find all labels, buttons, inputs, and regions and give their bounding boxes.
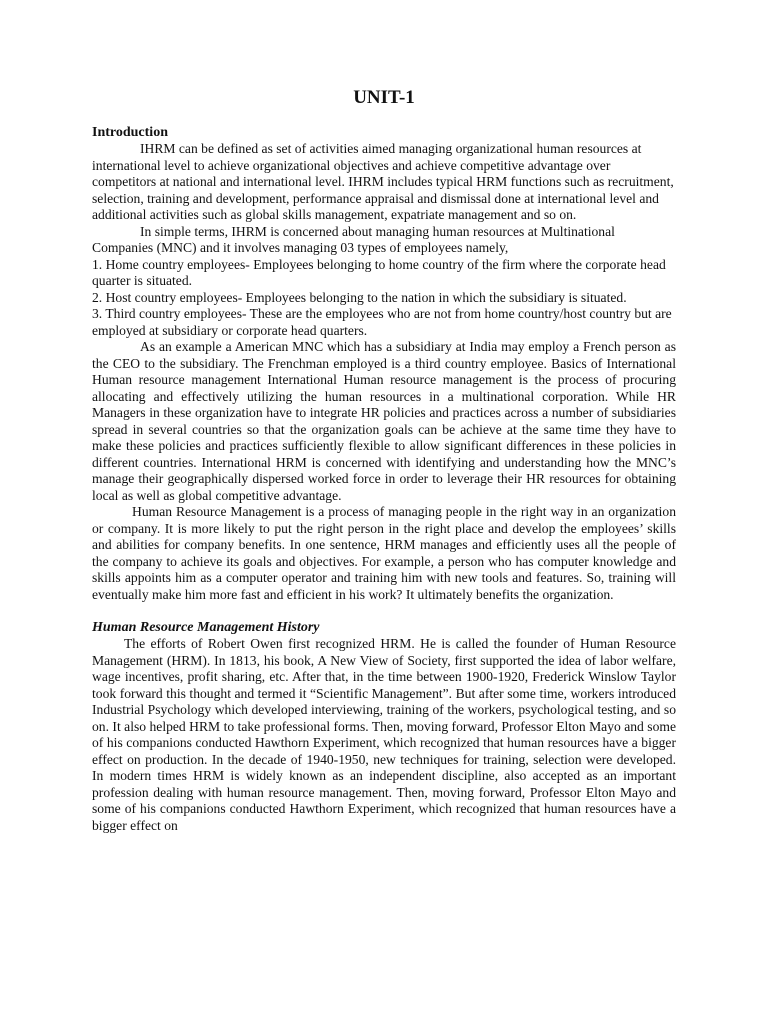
page-title: UNIT-1	[353, 87, 415, 108]
intro-paragraph-2: In simple terms, IHRM is concerned about managing human resources at Multinational Companies (MNC) and it involves managing 03 types of employees namely,	[92, 223, 615, 255]
employee-type-item: 2. Host country employees- Employees belonging to the nation in which the subsidiary is situated.	[92, 289, 627, 305]
employee-type-item: 1. Home country employees- Employees belonging to home country of the firm where the corporate head quarter is situated.	[92, 256, 666, 288]
document-page	[92, 86, 676, 834]
history-paragraph-1: The efforts of Robert Owen first recognized HRM. He is called the founder of Human Resource Management (HRM). In 1813, his book, A New View of Society, first supported the idea of labor welfare, wage incentives, profit sharing, etc. After that, in the time between 1900-1920, Frederick Winslow Taylor took forward this thought and termed it “Scientific Management”. But after some time, workers introduced Industrial Psychology which developed interviewing, training of the workers, psychological testing, and so on. It also helped HRM to take professional forms. Then, moving forward, Professor Elton Mayo and some of his companions conducted Hawthorn Experiment, which recognized that human resources have a bigger effect on production. In the decade of 1940-1950, new techniques for training, selection were developed. In modern times HRM is widely known as an independent discipline, also accepted as an important profession dealing with human resource management. Then, moving forward, Professor Elton Mayo and some of his companions conducted Hawthorn Experiment, which recognized that human resources have a bigger effect on	[92, 636, 676, 833]
intro-paragraph-3: As an example a American MNC which has a subsidiary at India may employ a French person as the CEO to the subsidiary. The Frenchman employed is a third country employee. Basics of International Human resource management International Human resource management is the process of procuring allocating and effectively utilizing the human resources in a multinational corporation. While HR Managers in these organization have to integrate HR policies and practices across a number of subsidiaries spread in several countries so that the organization goals can be achieve at the same time they have to make these policies and practices sufficiently flexible to allow significant differences in these policies in different countries. International HRM is concerned with identifying and understanding how the MNC’s manage their geographically dispersed worked force in order to leverage their HR resources for obtaining local as well as global competitive advantage.	[92, 339, 676, 503]
intro-heading: Introduction	[92, 125, 168, 140]
intro-paragraph-4: Human Resource Management is a process of managing people in the right way in an organization or company. It is more likely to put the right person in the right place and develop the employees’ skills and abilities for company benefits. In one sentence, HRM manages and efficiently uses all the people of the company to achieve its goals and objectives. For example, a person who has computer knowledge and skills appoints him as a computer operator and training him with new tools and features. So, training will eventually make him more fast and efficient in his work? It ultimately benefits the organization.	[92, 504, 676, 602]
history-heading: Human Resource Management History	[92, 620, 320, 635]
section-spacer	[92, 603, 676, 619]
intro-paragraph-1: IHRM can be defined as set of activities aimed managing organizational human resources at international level to achieve organizational objectives and achieve competitive advantage over competitors at national and international level. IHRM includes typical HRM functions such as recruitment, selection, training and development, performance appraisal and dismissal done at international level and additional activities such as global skills management, expatriate management and so on.	[92, 141, 674, 222]
employee-type-item: 3. Third country employees- These are the employees who are not from home country/host country but are employed at subsidiary or corporate head quarters.	[92, 306, 672, 338]
